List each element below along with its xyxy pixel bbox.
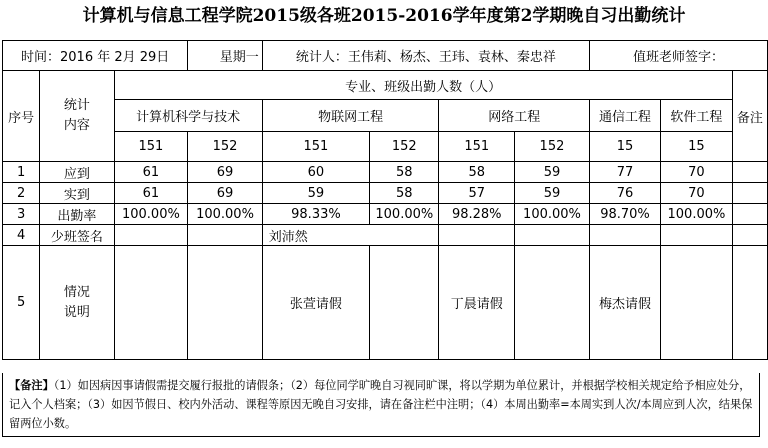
remarks-header: 备注 xyxy=(732,71,767,162)
major-cs: 计算机科学与技术 xyxy=(114,100,262,132)
header-row-1 xyxy=(3,71,768,100)
teacher-sign-cell: 值班老师签字： xyxy=(589,41,767,71)
class-header: 15 xyxy=(589,132,660,162)
major-comm: 通信工程 xyxy=(589,100,660,132)
header-row-classes xyxy=(3,132,768,162)
info-row xyxy=(3,41,768,71)
leave-note: 梅杰请假 xyxy=(589,246,660,360)
table-row: 1 应到 61 69 60 58 58 59 77 70 xyxy=(3,162,768,183)
leave-note: 丁晨请假 xyxy=(439,246,515,360)
class-header: 151 xyxy=(262,132,369,162)
class-header: 151 xyxy=(114,132,188,162)
header-row-majors xyxy=(3,100,768,132)
footnote-head: 【备注】 xyxy=(9,379,54,392)
attendance-table xyxy=(2,40,768,360)
leave-row: 5 情况 说明 张萱请假 丁晨请假 梅杰请假 xyxy=(3,246,768,360)
class-header: 15 xyxy=(661,132,733,162)
group-title: 专业、班级出勤人数（人） xyxy=(114,71,732,100)
content-header: 统计 内容 xyxy=(40,71,114,162)
weekday-cell: 星期一 xyxy=(188,41,262,71)
leave-label: 情况 说明 xyxy=(40,246,114,360)
leave-note: 张萱请假 xyxy=(262,246,369,360)
class-header: 152 xyxy=(515,132,590,162)
major-network: 网络工程 xyxy=(439,100,589,132)
stat-people-cell: 统计人：王伟莉、杨杰、王玮、袁林、秦忠祥 xyxy=(262,41,589,71)
footnote xyxy=(2,373,760,437)
index-header: 序号 xyxy=(3,71,40,162)
major-software: 软件工程 xyxy=(661,100,733,132)
table-row: 3 出勤率 100.00% 100.00% 98.33% 100.00% 98.28% 100.00% 98.70% 100.00% xyxy=(3,204,768,225)
sign-row: 4 少班签名 刘沛然 xyxy=(3,225,768,246)
table-row: 2 实到 61 69 59 58 57 59 76 70 xyxy=(3,183,768,204)
class-header: 151 xyxy=(439,132,515,162)
major-iot: 物联网工程 xyxy=(262,100,439,132)
footnote-text: （1）如因病因事请假需提交履行报批的请假条；（2）每位同学旷晚自习视同旷课，将以学期为单位累计，并根据学校相关规定给予相应处分，记入个人档案；（3）如因节假日、校内外活动、课程等原因无晚自习安排，请在备注栏中注明；（4）本周出勤率=本周实到人次/本周应到人次，结果保留两位小数。 xyxy=(9,379,753,430)
date-cell: 时间：2016 年 2月 29日 xyxy=(3,41,188,71)
page-title: 计算机与信息工程学院2015级各班2015-2016学年度第2学期晚自习出勤统计 xyxy=(82,6,686,26)
class-header: 152 xyxy=(370,132,439,162)
monitor-signature: 刘沛然 xyxy=(262,225,439,246)
class-header: 152 xyxy=(188,132,262,162)
